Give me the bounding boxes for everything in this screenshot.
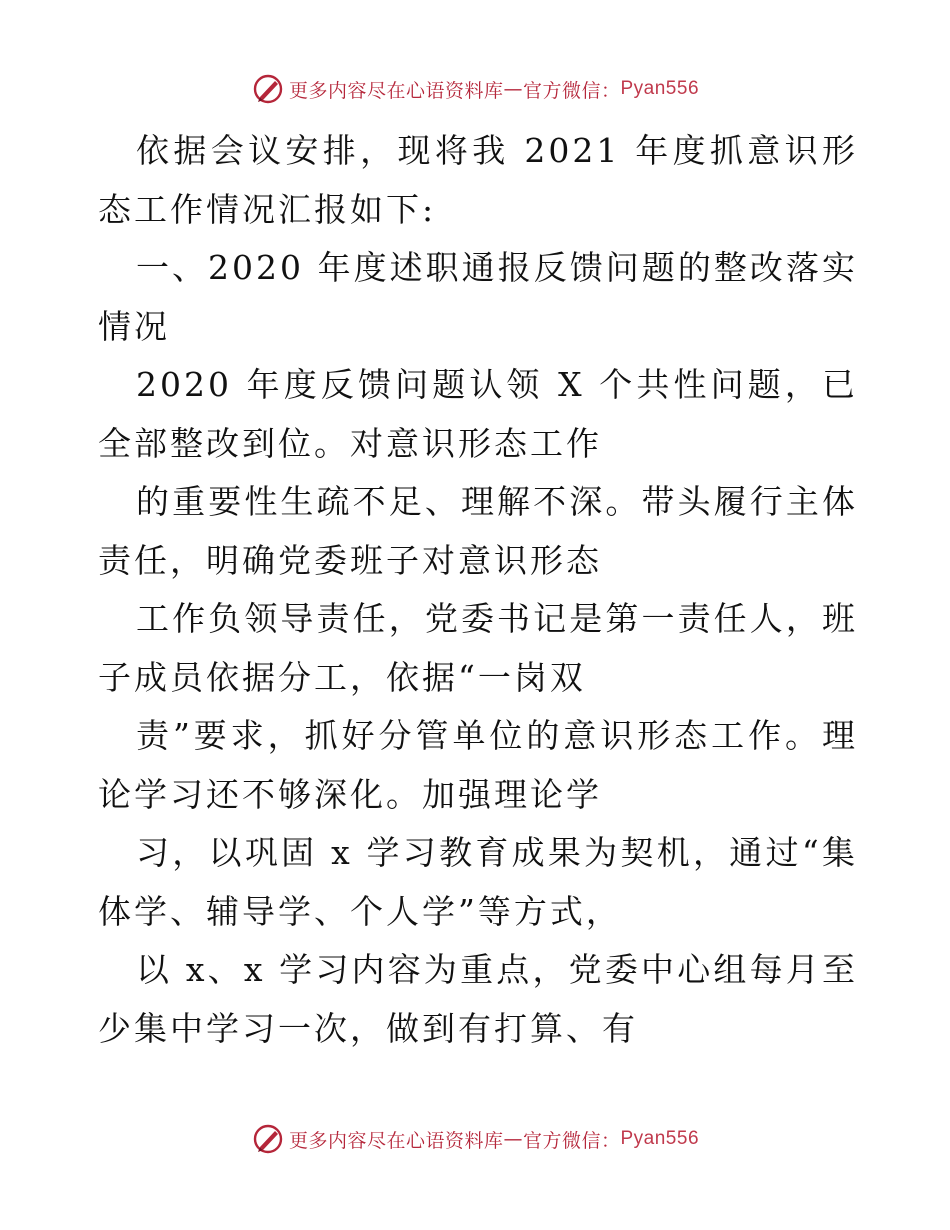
document-body bbox=[98, 122, 858, 1058]
banner-wechat-label: 官方微信： bbox=[522, 79, 621, 102]
paragraph-5: 工作负领导责任，党委书记是第一责任人，班子成员依据分工，依据“一岗双 bbox=[98, 599, 858, 697]
banner-main-text: 更多内容尽在心语资料库 bbox=[288, 79, 504, 102]
header-watermark-banner bbox=[0, 72, 950, 106]
paragraph-2: 一、2020 年度述职通报反馈问题的整改落实情况 bbox=[98, 248, 858, 346]
paragraph-1: 依据会议安排，现将我 2021 年度抓意识形态工作情况汇报如下: bbox=[98, 131, 858, 229]
pen-logo-icon bbox=[251, 72, 285, 106]
banner-main-text: 更多内容尽在心语资料库 bbox=[288, 1129, 504, 1152]
footer-watermark-banner bbox=[0, 1122, 950, 1156]
banner-dash: — bbox=[503, 78, 523, 100]
paragraph-4: 的重要性生疏不足、理解不深。带头履行主体责任，明确党委班子对意识形态 bbox=[98, 482, 858, 580]
paragraph-7: 习，以巩固 x 学习教育成果为契机，通过“集体学、辅导学、个人学”等方式， bbox=[98, 833, 858, 931]
paragraph-6: 责”要求，抓好分管单位的意识形态工作。理论学习还不够深化。加强理论学 bbox=[98, 716, 858, 814]
banner-wechat-label: 官方微信： bbox=[522, 1129, 621, 1152]
banner-wechat-id: Pyan556 bbox=[620, 1128, 700, 1149]
paragraph-8: 以 x、x 学习内容为重点，党委中心组每月至少集中学习一次，做到有打算、有 bbox=[98, 950, 858, 1048]
pen-logo-icon bbox=[251, 1122, 285, 1156]
banner-dash: — bbox=[503, 1128, 523, 1150]
paragraph-3: 2020 年度反馈问题认领 X 个共性问题，已全部整改到位。对意识形态工作 bbox=[98, 365, 858, 463]
banner-wechat-id: Pyan556 bbox=[620, 78, 700, 99]
